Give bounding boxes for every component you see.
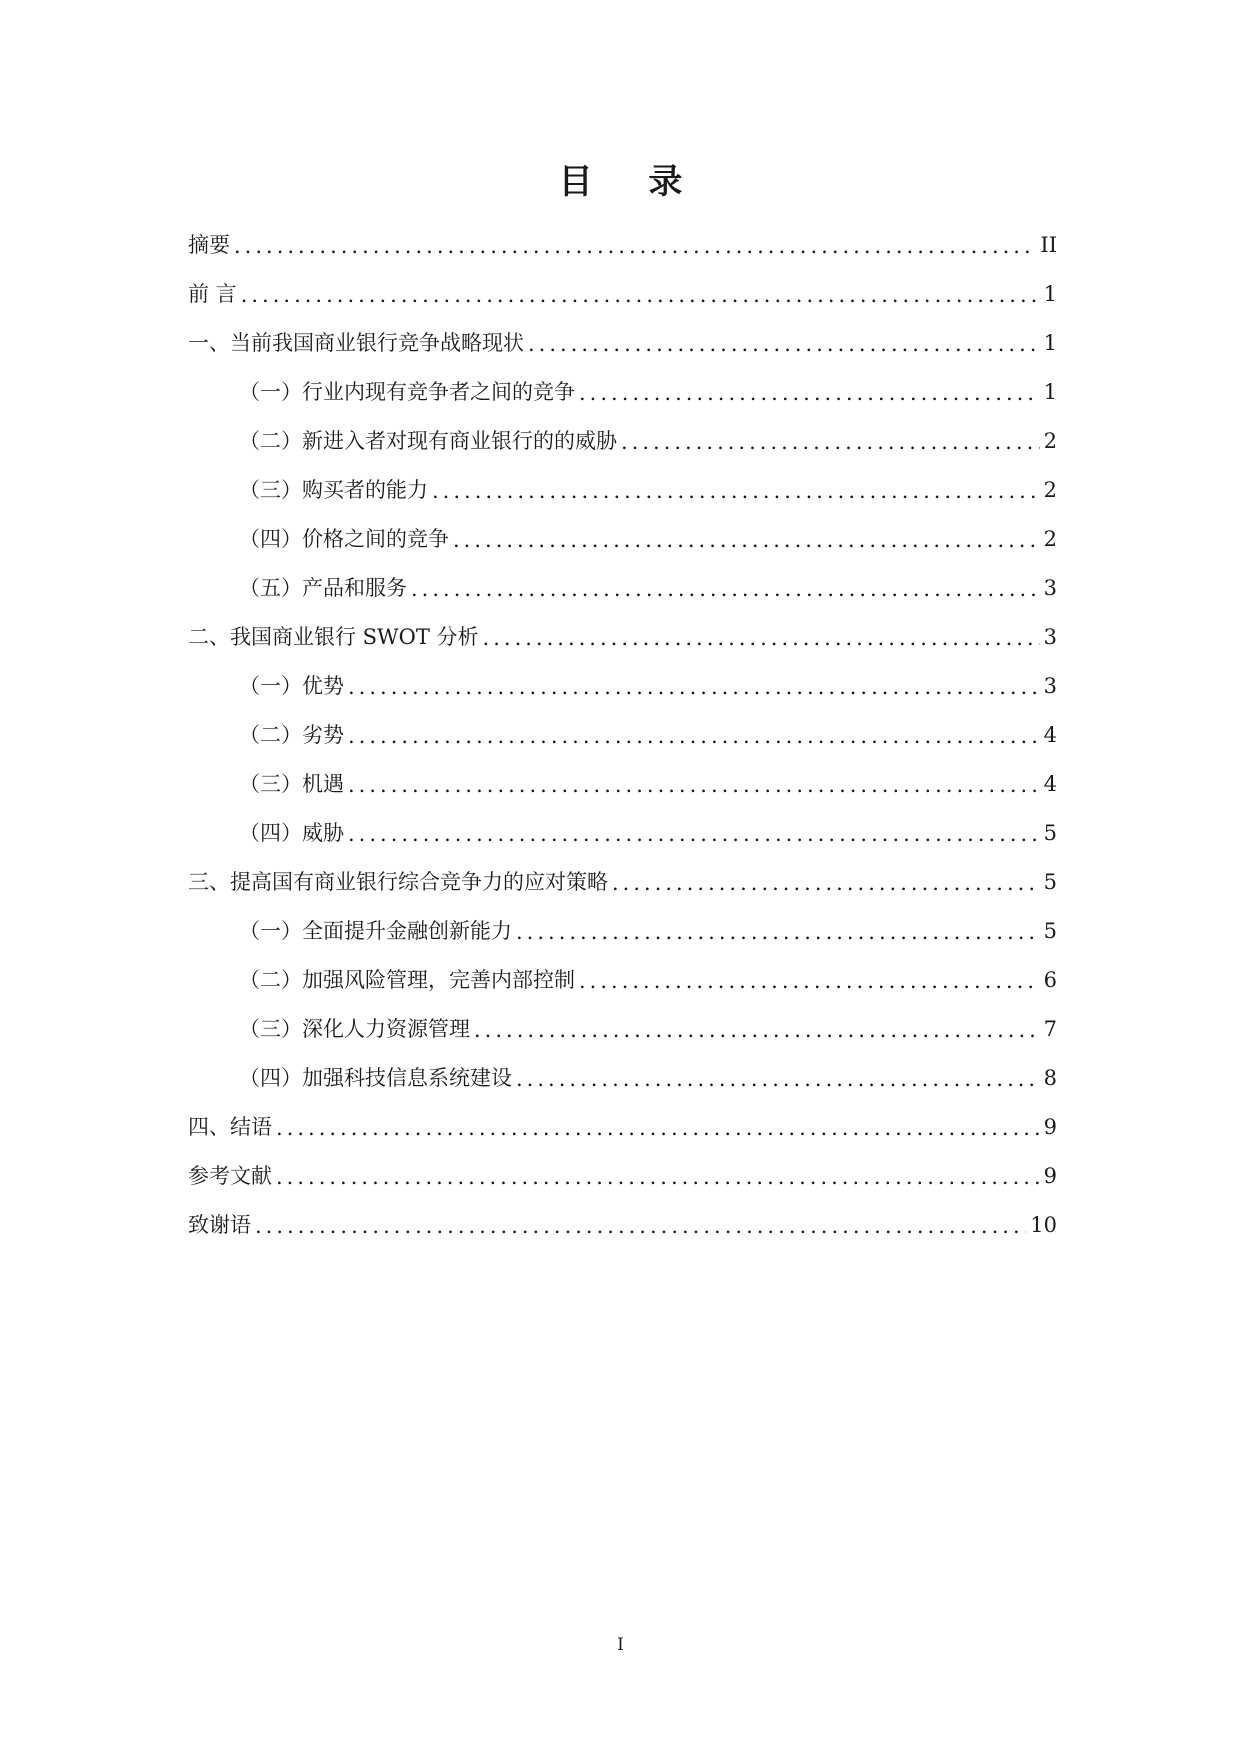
toc-entry-page-number: 4 — [1043, 771, 1057, 796]
toc-entry-label: 参考文献 — [188, 1163, 272, 1188]
toc-entry-page-number: 3 — [1043, 624, 1057, 649]
toc-entry-page-number: 1 — [1043, 281, 1057, 306]
toc-entry-label: （二）劣势 — [239, 722, 344, 747]
toc-dot-leader — [516, 918, 1040, 946]
toc-entry-page-number: II — [1040, 232, 1057, 257]
toc-dot-leader — [432, 477, 1040, 505]
toc-dot-leader — [276, 1114, 1040, 1142]
toc-entry[interactable] — [188, 710, 1057, 759]
page-number: I — [617, 1635, 624, 1655]
toc-entry[interactable] — [188, 857, 1057, 906]
toc-entry[interactable] — [188, 612, 1057, 661]
toc-entry-label: 四、结语 — [188, 1114, 272, 1139]
toc-entry[interactable] — [188, 367, 1057, 416]
toc-dot-leader — [348, 771, 1040, 799]
toc-entry-label: 一、当前我国商业银行竞争战略现状 — [188, 330, 524, 355]
toc-entry[interactable] — [188, 1004, 1057, 1053]
toc-entry[interactable] — [188, 220, 1057, 269]
toc-dot-leader — [411, 575, 1040, 603]
toc-dot-leader — [528, 330, 1040, 358]
toc-entry-page-number: 2 — [1043, 526, 1057, 551]
toc-entry-label: （二）新进入者对现有商业银行的的威胁 — [239, 428, 617, 453]
toc-entry[interactable] — [188, 318, 1057, 367]
toc-entry-label: （三）机遇 — [239, 771, 344, 796]
toc-dot-leader — [453, 526, 1040, 554]
toc-entry-page-number: 7 — [1043, 1016, 1057, 1041]
toc-entry-label: （一）优势 — [239, 673, 344, 698]
toc-entry-page-number: 8 — [1043, 1065, 1057, 1090]
toc-dot-leader — [255, 1212, 1026, 1240]
toc-dot-leader — [621, 428, 1040, 456]
toc-entry-label: （五）产品和服务 — [239, 575, 407, 600]
toc-entry-label: 致谢语 — [188, 1212, 251, 1237]
toc-dot-leader — [483, 624, 1040, 652]
toc-entry-label: （四）威胁 — [239, 820, 344, 845]
toc-entry-label: 二、我国商业银行 SWOT 分析 — [188, 624, 479, 649]
toc-entry-label: （一）全面提升金融创新能力 — [239, 918, 512, 943]
toc-entry-page-number: 3 — [1043, 575, 1057, 600]
toc-entry-page-number: 2 — [1043, 428, 1057, 453]
toc-dot-leader — [474, 1016, 1040, 1044]
toc-entry[interactable] — [188, 661, 1057, 710]
toc-entry-page-number: 2 — [1043, 477, 1057, 502]
toc-entry-page-number: 5 — [1043, 820, 1057, 845]
toc-dot-leader — [579, 379, 1040, 407]
toc-entry-page-number: 5 — [1043, 918, 1057, 943]
toc-dot-leader — [234, 232, 1036, 260]
toc-entry-label: （三）深化人力资源管理 — [239, 1016, 470, 1041]
toc-entry[interactable] — [188, 465, 1057, 514]
toc-entry-page-number: 4 — [1043, 722, 1057, 747]
toc-dot-leader — [612, 869, 1040, 897]
toc-entry[interactable] — [188, 1200, 1057, 1249]
page-title: 目 录 — [558, 162, 705, 202]
toc-dot-leader — [241, 281, 1040, 309]
toc-entry-label: （一）行业内现有竞争者之间的竞争 — [239, 379, 575, 404]
toc-entry[interactable] — [188, 269, 1057, 318]
table-of-contents — [188, 220, 1057, 1249]
toc-entry-page-number: 9 — [1043, 1163, 1057, 1188]
toc-entry[interactable] — [188, 1102, 1057, 1151]
toc-entry-page-number: 3 — [1043, 673, 1057, 698]
toc-dot-leader — [516, 1065, 1040, 1093]
toc-entry-label: 摘要 — [188, 232, 230, 257]
toc-entry-page-number: 5 — [1043, 869, 1057, 894]
toc-entry-page-number: 9 — [1043, 1114, 1057, 1139]
toc-entry-page-number: 1 — [1043, 330, 1057, 355]
toc-entry-label: 三、提高国有商业银行综合竞争力的应对策略 — [188, 869, 608, 894]
toc-dot-leader — [579, 967, 1040, 995]
toc-entry[interactable] — [188, 759, 1057, 808]
toc-entry[interactable] — [188, 514, 1057, 563]
toc-dot-leader — [276, 1163, 1040, 1191]
toc-entry-label: （二）加强风险管理，完善内部控制 — [239, 967, 575, 992]
toc-entry-label: （三）购买者的能力 — [239, 477, 428, 502]
toc-entry-page-number: 10 — [1030, 1212, 1057, 1237]
toc-entry-label: （四）加强科技信息系统建设 — [239, 1065, 512, 1090]
toc-entry[interactable] — [188, 1151, 1057, 1200]
toc-entry-label: （四）价格之间的竞争 — [239, 526, 449, 551]
toc-entry-page-number: 6 — [1043, 967, 1057, 992]
toc-entry[interactable] — [188, 906, 1057, 955]
toc-entry[interactable] — [188, 416, 1057, 465]
toc-entry[interactable] — [188, 955, 1057, 1004]
toc-entry-label: 前 言 — [188, 281, 237, 306]
toc-entry[interactable] — [188, 563, 1057, 612]
toc-dot-leader — [348, 820, 1040, 848]
toc-entry-page-number: 1 — [1043, 379, 1057, 404]
toc-entry[interactable] — [188, 808, 1057, 857]
toc-dot-leader — [348, 722, 1040, 750]
toc-entry[interactable] — [188, 1053, 1057, 1102]
toc-dot-leader — [348, 673, 1040, 701]
